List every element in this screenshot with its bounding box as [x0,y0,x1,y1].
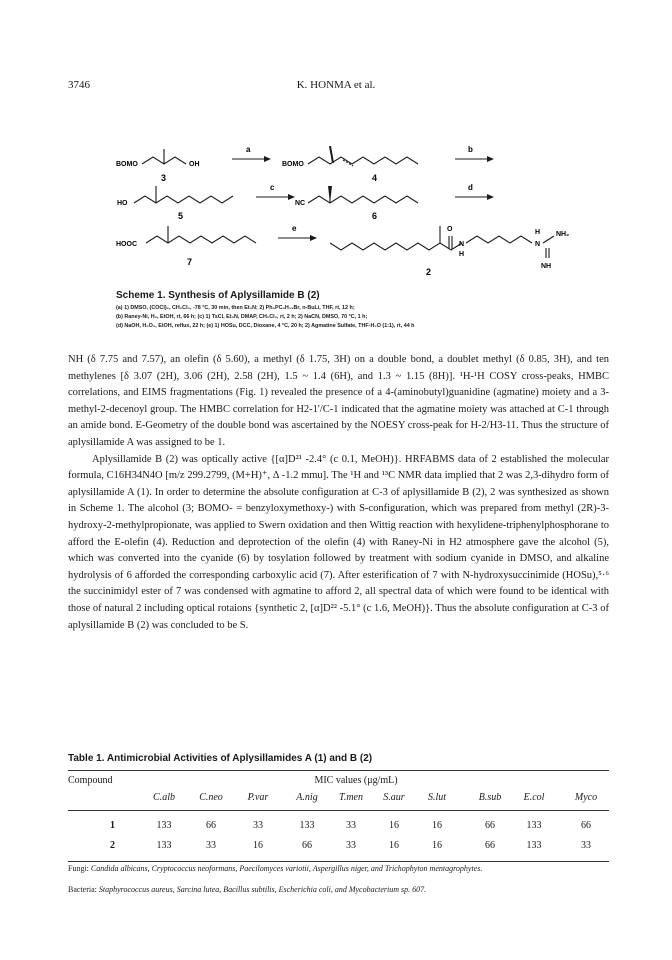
step-label-b: b [468,145,473,154]
table-cell: 133 [526,820,542,831]
table-column-header: E.col [523,792,545,803]
label-ho: HO [117,200,128,207]
compound-number-6: 6 [372,211,378,221]
table-cell: 66 [581,820,591,831]
running-head: K. HONMA et al. [296,79,376,91]
scheme-1-diagram [0,0,672,290]
table-cell: 133 [156,840,172,851]
step-label-e: e [292,224,297,233]
label-bomo-4: BOMO [282,161,304,168]
table-column-header: S.aur [383,792,405,803]
table-cell: 66 [485,820,495,831]
scheme-conditions-line-2: (b) Raney-Ni, H₂, EtOH, rt, 66 h; (c) 1) TsCl, Et₃N, DMAP, CH₂Cl₂, rt, 2 h; 2) NaCN, DMSO, 70 °C, 1 h; [116,314,368,320]
compound-7-skeleton [146,236,256,243]
compound-6-skeleton [308,196,418,203]
table-column-header: B.sub [478,792,502,803]
table-cell: 33 [346,840,356,851]
compound-number-4: 4 [372,173,378,183]
table-header-rule [68,810,609,811]
compound-number-5: 5 [178,211,184,221]
body-paragraph-1: NH (δ 7.75 and 7.57), an olefin (δ 5.60), a methyl (δ 1.75, 3H) on a double bond, a doublet methyl (δ 0.85, 3H), and ten methylenes [δ 3.07 (2H), 3.06 (2H), 2.58 (2H), 1.5 ~ 1.4 (6H), and 1.3 ~ 1.15 (8H)]. ¹H-¹H COSY cross-peaks, HMBC correlations, and EIMS fragmentations (Fig. 1) revealed the presence of a 4-(aminobutyl)guanidine (agmatine) moiety and a 3-methyl-2-decenoyl group. The HMBC correlation for H2-1'/C-1 indicated that the agmatine moiety was attached at C-1 through an amide bond. E-Geometry of the double bond was ascertained by the NOESY cross-peak for H-2/H3-11. Thus the structure of aplysillamide A was assigned to be 1. [68,354,609,448]
scheme-conditions-line-3: (d) NaOH, H₂O₂, EtOH, reflux, 22 h; (e) 1) HOSu, DCC, Dioxane, 4 °C, 20 h; 2) Agmatine Sulfate, THF-H₂O (1:1), rt, 44 h [116,323,415,329]
table-column-header: S.lut [427,792,447,803]
label-nh2: NH₂ [556,231,570,238]
footnote-fungi-text: Candida albicans, Cryptococcus neoformans, Paecilomyces variotii, Aspergillus niger, and Trichophyton mentagrophytes. [90,864,483,873]
table-footnote-bacteria [68,885,609,896]
table-row-compound: 1 [110,820,115,831]
label-amide-n: N [459,241,465,248]
label-nc: NC [295,200,306,207]
table-cell: 16 [432,840,442,851]
table-column-header: Myco [574,792,598,803]
label-oh: OH [189,161,200,168]
table-cell: 33 [346,820,356,831]
table-cell: 66 [206,820,216,831]
label-bomo-3: BOMO [116,161,138,168]
table-column-header: C.alb [153,792,175,803]
table-cell: 16 [389,840,399,851]
table-cell: 33 [253,820,263,831]
table-column-header: C.neo [199,792,223,803]
compound-number-2: 2 [426,267,432,277]
page-number: 3746 [68,79,90,91]
step-label-a: a [246,145,251,154]
step-label-d: d [468,183,473,192]
label-amide-h: H [459,251,465,258]
compound-5-skeleton [134,196,233,203]
footnote-bacteria-lead: Bacteria: [68,885,97,894]
table-cell: 133 [156,820,172,831]
table-cell: 66 [485,840,495,851]
table-cell: 33 [206,840,216,851]
table-mic-header: MIC values (μg/mL) [314,775,398,786]
table-bottom-rule [68,861,609,862]
scheme-caption: Scheme 1. Synthesis of Aplysillamide B (2) [116,290,320,301]
label-guanidine-n: N [535,241,541,248]
table-cell: 33 [581,840,591,851]
table-top-rule [68,770,609,771]
table-cell: 16 [389,820,399,831]
table-title: Table 1. Antimicrobial Activities of Aplysillamides A (1) and B (2) [68,753,373,764]
step-label-c: c [270,183,275,192]
table-cell: 16 [253,840,263,851]
label-hooc: HOOC [116,241,137,248]
label-guanidine-h: H [535,229,541,236]
body-text [68,352,609,634]
table-cell: 16 [432,820,442,831]
table-compound-header: Compound [68,775,113,786]
compound-4-skeleton [308,157,418,164]
table-footnote-fungi [68,864,609,875]
compound-number-3: 3 [161,173,167,183]
label-imine-nh: NH [541,263,552,270]
table-row-compound: 2 [110,840,115,851]
scheme-conditions-line-1: (a) 1) DMSO, (COCl)₂, CH₂Cl₂, -78 °C, 30 min, then Et₃N; 2) Ph₃PC₆H₁₃Br, n-BuLi, THF, rt, 12 h; [116,305,355,311]
compound-2-agmatine-chain [466,236,532,243]
table-cell: 133 [526,840,542,851]
table-cell: 66 [302,840,312,851]
table-column-header: P.var [247,792,269,803]
compound-2-skeleton [330,241,465,250]
body-paragraph-2: Aplysillamide B (2) was optically active {[α]D²¹ -2.4° (c 0.1, MeOH)}. HRFABMS data of 2 established the molecular formula, C16H34N4O [m/z 299.2799, (M+H)⁺, Δ -1.2 mmu]. The ¹H and ¹³C NMR data implied that 2 was 2,3-dihydro form of aplysillamide A (1). In order to determine the absolute configuration at C-3 of aplysillamide B (2), 2 was synthesized as shown in Scheme 1. The alcohol (3; BOMO- = benzyloxymethoxy-) with S-configuration, which was prepared from methyl (2R)-3-hydroxy-2-methylpropionate, was applied to Swern oxidation and then Wittig reaction with hexylidene-triphenylphosphorane to afford the E-olefin (4). Reduction and deprotection of the olefin (4) with Raney-Ni in H2 atmosphere gave the alcohol (5), which was converted into the cyanide (6) by tosylation followed by treatment with sodium cyanide in DMSO, and alkaline hydrolysis of 6 afforded the corresponding carboxylic acid (7). After esterification of 7 with N-hydroxysuccinimide (HOSu),⁵·⁶ the succinimidyl ester of 7 was condensed with agmatine to afford 2, all spectral data of which were found to be identical with those of natural 2 including optical rotaions {synthetic 2, [α]D²² -5.1° (c 1.6, MeOH)}. Thus the absolute configuration at C-3 of aplysillamide B (2) was concluded to be S. [68,453,609,631]
table-column-header: T.men [339,792,363,803]
label-carbonyl-o: O [447,226,453,233]
compound-number-7: 7 [187,257,193,267]
table-cell: 133 [299,820,315,831]
table-column-header: A.nig [296,792,318,803]
footnote-bacteria-text: Staphyrococcus aureus, Sarcina lutea, Bacillus subtilis, Escherichia coli, and Mycobacterium sp. 607. [98,885,427,894]
footnote-fungi-lead: Fungi: [68,864,89,873]
